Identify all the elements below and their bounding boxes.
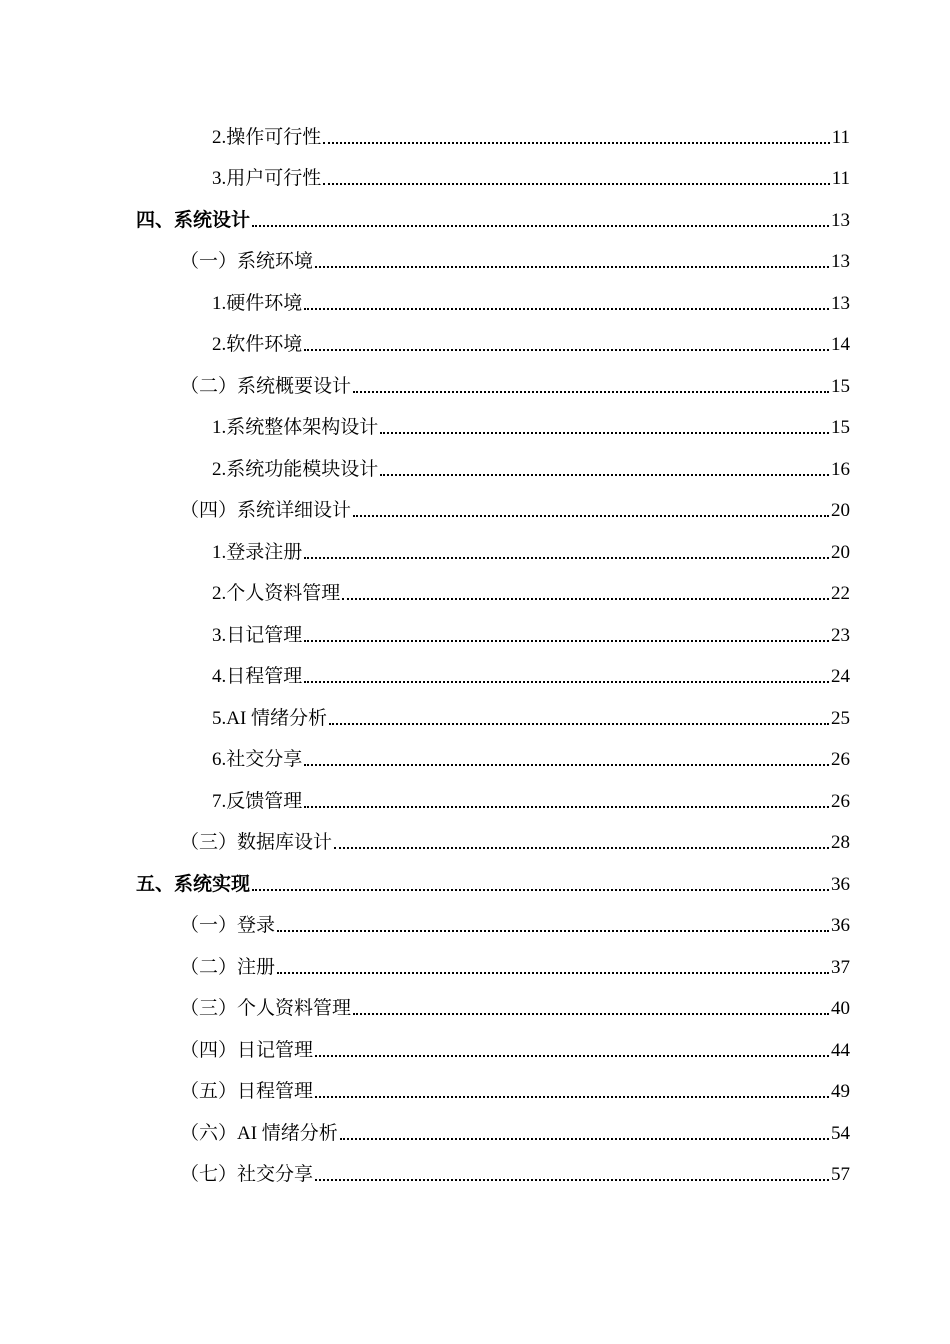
toc-section-entry[interactable] bbox=[180, 825, 850, 855]
toc-entry[interactable] bbox=[212, 576, 850, 606]
toc-section-entry[interactable] bbox=[180, 493, 850, 523]
toc-page-number: 36 bbox=[831, 915, 850, 936]
toc-section-entry[interactable] bbox=[180, 244, 850, 274]
toc-entry-title: 五、系统实现 bbox=[136, 874, 251, 895]
toc-dot-leader bbox=[315, 1179, 829, 1181]
toc-entry-title: （一）登录 bbox=[180, 915, 276, 936]
toc-entry-title: （五）日程管理 bbox=[180, 1081, 314, 1102]
toc-dot-leader bbox=[380, 432, 829, 434]
toc-entry-title: （三）个人资料管理 bbox=[180, 998, 352, 1019]
toc-dot-leader bbox=[329, 723, 829, 725]
toc-section-entry[interactable] bbox=[180, 1116, 850, 1146]
toc-section-entry[interactable] bbox=[180, 908, 850, 938]
toc-entry-title: 7.反馈管理 bbox=[212, 791, 303, 812]
toc-page-number: 20 bbox=[831, 500, 850, 521]
toc-page-number: 40 bbox=[831, 998, 850, 1019]
toc-section-entry[interactable] bbox=[180, 991, 850, 1021]
toc-page-number: 15 bbox=[831, 417, 850, 438]
toc-dot-leader bbox=[304, 806, 829, 808]
toc-dot-leader bbox=[380, 474, 829, 476]
toc-dot-leader bbox=[353, 515, 829, 517]
toc-page-number: 11 bbox=[831, 127, 850, 148]
toc-entry-title: （二）注册 bbox=[180, 957, 276, 978]
toc-page-number: 16 bbox=[831, 459, 850, 480]
toc-page-number: 25 bbox=[831, 708, 850, 729]
toc-entry[interactable] bbox=[212, 120, 850, 150]
toc-entry-title: 6.社交分享 bbox=[212, 749, 303, 770]
toc-dot-leader bbox=[315, 1055, 829, 1057]
toc-dot-leader bbox=[252, 889, 829, 891]
toc-entry-title: 5.AI 情绪分析 bbox=[212, 708, 328, 729]
toc-page-number: 22 bbox=[831, 583, 850, 604]
toc-chapter-entry[interactable] bbox=[136, 867, 850, 897]
toc-dot-leader bbox=[277, 972, 829, 974]
toc-entry[interactable] bbox=[212, 161, 850, 191]
toc-dot-leader bbox=[323, 142, 829, 144]
toc-dot-leader bbox=[304, 557, 829, 559]
toc-page-number: 36 bbox=[831, 874, 850, 895]
toc-page-number: 26 bbox=[831, 749, 850, 770]
toc-section-entry[interactable] bbox=[180, 950, 850, 980]
toc-page-number: 37 bbox=[831, 957, 850, 978]
toc-page-number: 11 bbox=[831, 168, 850, 189]
toc-dot-leader bbox=[323, 183, 829, 185]
toc-section-entry[interactable] bbox=[180, 1033, 850, 1063]
toc-entry[interactable] bbox=[212, 327, 850, 357]
toc-entry-title: 2.系统功能模块设计 bbox=[212, 459, 379, 480]
toc-section-entry[interactable] bbox=[180, 369, 850, 399]
toc-entry[interactable] bbox=[212, 410, 850, 440]
toc-dot-leader bbox=[315, 1096, 829, 1098]
toc-dot-leader bbox=[304, 308, 829, 310]
toc-page-number: 28 bbox=[831, 832, 850, 853]
toc-entry-title: （四）系统详细设计 bbox=[180, 500, 352, 521]
toc-dot-leader bbox=[353, 391, 829, 393]
toc-dot-leader bbox=[252, 225, 829, 227]
toc-dot-leader bbox=[334, 847, 829, 849]
toc-dot-leader bbox=[340, 1138, 829, 1140]
toc-section-entry[interactable] bbox=[180, 1074, 850, 1104]
toc-chapter-entry[interactable] bbox=[136, 203, 850, 233]
toc-dot-leader bbox=[342, 598, 829, 600]
toc-entry-title: 2.操作可行性 bbox=[212, 127, 322, 148]
toc-entry-title: （四）日记管理 bbox=[180, 1040, 314, 1061]
toc-entry-title: （三）数据库设计 bbox=[180, 832, 333, 853]
toc-entry-title: （六）AI 情绪分析 bbox=[180, 1123, 338, 1144]
toc-entry-title: 四、系统设计 bbox=[136, 210, 251, 231]
toc-entry[interactable] bbox=[212, 618, 850, 648]
toc-entry-title: （一）系统环境 bbox=[180, 251, 314, 272]
toc-page-number: 44 bbox=[831, 1040, 850, 1061]
toc-dot-leader bbox=[304, 640, 829, 642]
toc-page-number: 13 bbox=[831, 293, 850, 314]
toc-dot-leader bbox=[315, 266, 829, 268]
toc-page-number: 13 bbox=[831, 251, 850, 272]
toc-page-number: 13 bbox=[831, 210, 850, 231]
toc-entry[interactable] bbox=[212, 701, 850, 731]
toc-dot-leader bbox=[304, 764, 829, 766]
toc-entry-title: 1.硬件环境 bbox=[212, 293, 303, 314]
toc-page-number: 49 bbox=[831, 1081, 850, 1102]
toc-page-number: 24 bbox=[831, 666, 850, 687]
toc-entry[interactable] bbox=[212, 535, 850, 565]
toc-entry[interactable] bbox=[212, 784, 850, 814]
toc-entry-title: 4.日程管理 bbox=[212, 666, 303, 687]
toc-page-number: 15 bbox=[831, 376, 850, 397]
toc-page-number: 23 bbox=[831, 625, 850, 646]
toc-page-number: 57 bbox=[831, 1164, 850, 1185]
toc-entry-title: 3.用户可行性 bbox=[212, 168, 322, 189]
toc-entry-title: 3.日记管理 bbox=[212, 625, 303, 646]
toc-dot-leader bbox=[304, 681, 829, 683]
toc-entry[interactable] bbox=[212, 286, 850, 316]
toc-dot-leader bbox=[353, 1013, 829, 1015]
toc-entry[interactable] bbox=[212, 659, 850, 689]
toc-dot-leader bbox=[277, 930, 829, 932]
toc-entry[interactable] bbox=[212, 452, 850, 482]
toc-entry-title: 2.个人资料管理 bbox=[212, 583, 341, 604]
toc-entry-title: 2.软件环境 bbox=[212, 334, 303, 355]
toc-page-number: 14 bbox=[831, 334, 850, 355]
toc-page-number: 54 bbox=[831, 1123, 850, 1144]
toc-page-number: 26 bbox=[831, 791, 850, 812]
toc-dot-leader bbox=[304, 349, 829, 351]
toc-page-number: 20 bbox=[831, 542, 850, 563]
toc-entry-title: （二）系统概要设计 bbox=[180, 376, 352, 397]
toc-entry-title: 1.系统整体架构设计 bbox=[212, 417, 379, 438]
toc-entry[interactable] bbox=[212, 742, 850, 772]
toc-entry-title: 1.登录注册 bbox=[212, 542, 303, 563]
toc-entry-title: （七）社交分享 bbox=[180, 1164, 314, 1185]
toc-section-entry[interactable] bbox=[180, 1157, 850, 1187]
